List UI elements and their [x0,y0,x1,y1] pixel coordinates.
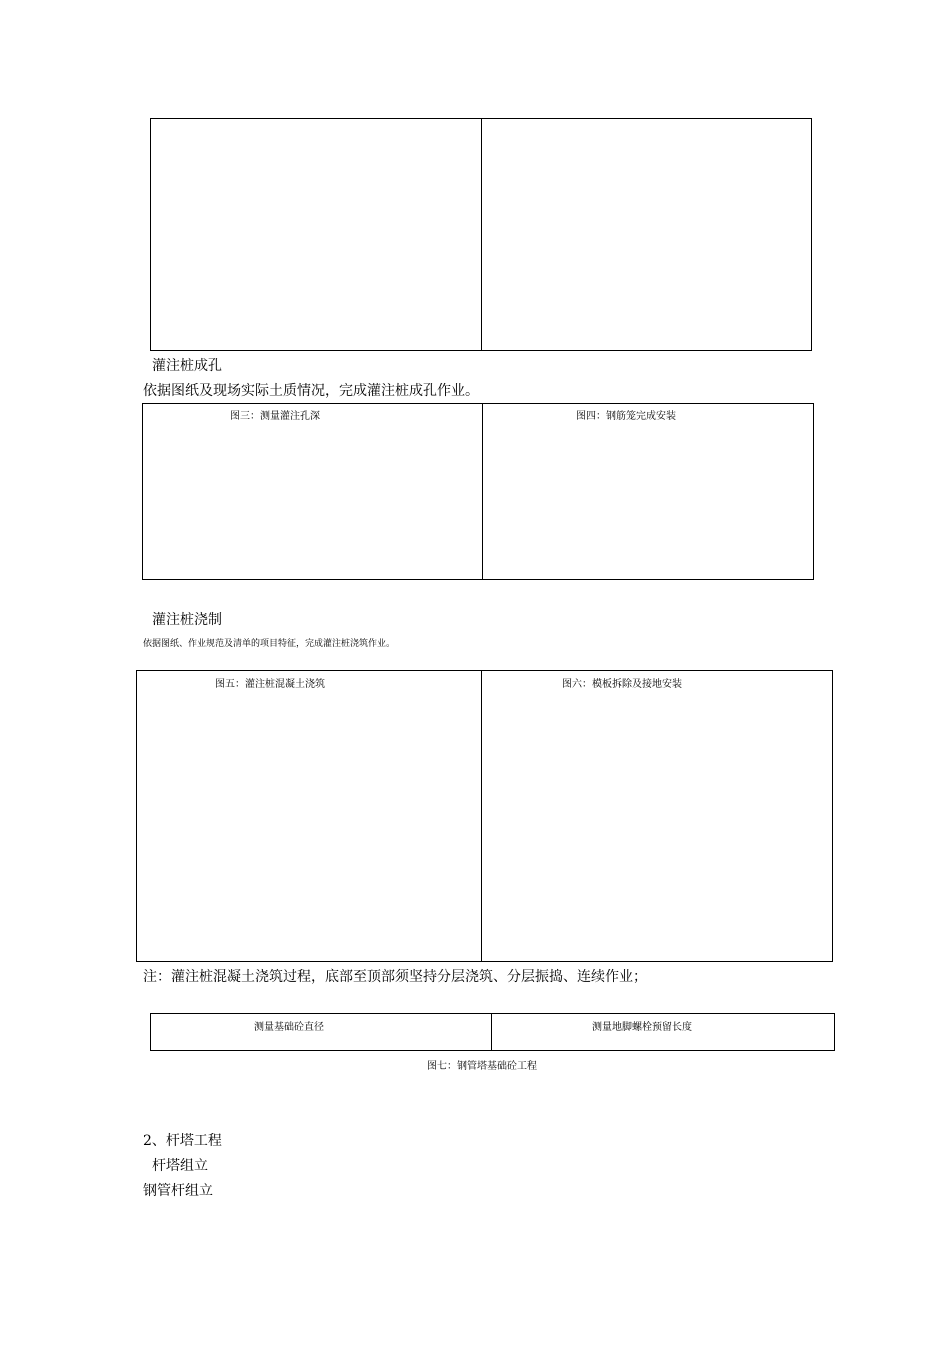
figure-frame-3-4 [142,403,814,580]
pile-pour-text: 依据图纸、作业规范及清单的项目特征，完成灌注桩浇筑作业。 [143,639,396,649]
figure-6-caption: 图六：模板拆除及接地安装 [562,679,682,690]
pile-pour-heading: 灌注桩浇制 [152,612,222,628]
figure-3-caption: 图三：测量灌注孔深 [230,411,320,422]
figure-divider-top [481,118,482,351]
figure-5-caption: 图五：灌注桩混凝土浇筑 [215,679,325,690]
pile-hole-text: 依据图纸及现场实际土质情况，完成灌注桩成孔作业。 [143,383,479,399]
pile-pour-note: 注：灌注桩混凝土浇筑过程，底部至顶部须坚持分层浇筑、分层振捣、连续作业； [143,969,647,985]
figure-7-frame [150,1013,835,1051]
pile-hole-heading: 灌注桩成孔 [152,358,222,374]
figure-divider-3-4 [482,403,483,580]
figure-4-caption: 图四：钢筋笼完成安装 [576,411,676,422]
tower-subheading: 杆塔组立 [152,1158,208,1174]
figure-7-left-label: 测量基础砼直径 [254,1022,324,1033]
figure-7-right-label: 测量地脚螺栓预留长度 [592,1022,692,1033]
figure-7-caption: 图七：钢管塔基础砼工程 [427,1061,537,1072]
figure-divider-5-6 [481,670,482,962]
tower-heading: 2、杆塔工程 [143,1133,222,1149]
figure-frame-5-6 [136,670,833,962]
tower-item: 钢管杆组立 [143,1183,213,1199]
figure-7-divider [491,1013,492,1051]
